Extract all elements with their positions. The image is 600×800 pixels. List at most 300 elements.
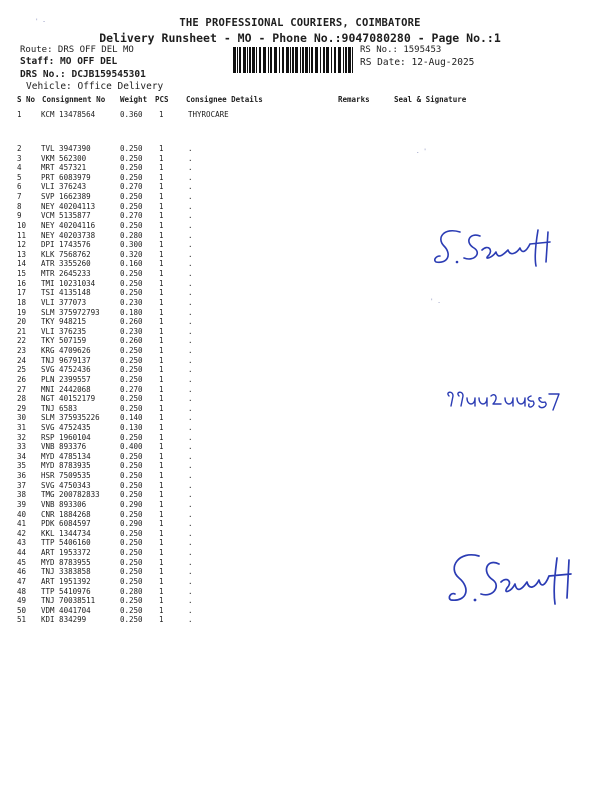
row-consignee: . xyxy=(188,519,193,529)
row-weight: 0.250 xyxy=(120,509,143,519)
row-consignment: VDM 4041704 xyxy=(41,605,91,615)
row-pcs: 1 xyxy=(159,288,164,298)
row-weight: 0.230 xyxy=(120,297,143,307)
row-consignment: VNB 893306 xyxy=(41,499,87,509)
row-weight: 0.260 xyxy=(120,317,143,327)
route-label: Route: DRS OFF DEL MO xyxy=(20,45,134,55)
row-consignment: TNJ 3383858 xyxy=(41,567,91,577)
row-sno: 15 xyxy=(17,269,27,279)
row-consignment: NEY 40203738 xyxy=(41,230,96,240)
row-consignment: CNR 1884268 xyxy=(41,509,91,519)
row-sno: 28 xyxy=(17,394,27,404)
row-sno: 24 xyxy=(17,355,27,365)
row-pcs: 1 xyxy=(159,451,164,461)
row-consignment: HSR 7509535 xyxy=(41,471,91,481)
row-consignment: SLM 375972793 xyxy=(41,307,100,317)
row-weight: 0.250 xyxy=(120,471,143,481)
row-pcs: 1 xyxy=(159,596,164,606)
vehicle-label: Vehicle: Office Delivery xyxy=(26,81,164,92)
row-consignee: . xyxy=(188,403,193,413)
row-sno: 31 xyxy=(17,422,27,432)
row-consignment: TKY 948215 xyxy=(41,317,87,327)
row-weight: 0.270 xyxy=(120,211,143,221)
table-row xyxy=(0,615,600,625)
handwritten-phone-icon xyxy=(445,388,565,416)
row-sno: 3 xyxy=(17,153,22,163)
col-header-consignment: Consignment No xyxy=(42,95,106,104)
row-sno: 13 xyxy=(17,249,27,259)
row-pcs: 1 xyxy=(159,230,164,240)
row-weight: 0.250 xyxy=(120,615,143,625)
row-consignee: . xyxy=(188,192,193,202)
runsheet-subtitle: Delivery Runsheet - MO - Phone No.:9047080280 - Page No.:1 xyxy=(99,31,501,45)
row-consignment: PDK 6084597 xyxy=(41,519,91,529)
row-weight: 0.250 xyxy=(120,220,143,230)
table-row xyxy=(0,365,600,375)
row-weight: 0.260 xyxy=(120,336,143,346)
row-pcs: 1 xyxy=(159,317,164,327)
row-sno: 36 xyxy=(17,471,27,481)
row-weight: 0.250 xyxy=(120,355,143,365)
row-consignment: TTP 5406160 xyxy=(41,538,91,548)
row-consignment: SVG 4752435 xyxy=(41,422,91,432)
row-weight: 0.250 xyxy=(120,576,143,586)
row-sno: 19 xyxy=(17,307,27,317)
table-row xyxy=(0,442,600,452)
row-sno: 42 xyxy=(17,528,27,538)
row-sno: 47 xyxy=(17,576,27,586)
row-weight: 0.270 xyxy=(120,384,143,394)
row-weight: 0.250 xyxy=(120,394,143,404)
row-consignment: TNJ 9679137 xyxy=(41,355,91,365)
row-weight: 0.250 xyxy=(120,567,143,577)
row-pcs: 1 xyxy=(159,220,164,230)
row-sno: 51 xyxy=(17,615,27,625)
row-consignee: THYROCARE xyxy=(188,110,229,119)
row-consignee: . xyxy=(188,461,193,471)
row-weight: 0.130 xyxy=(120,422,143,432)
row-sno: 11 xyxy=(17,230,27,240)
table-row xyxy=(0,481,600,491)
row-pcs: 1 xyxy=(159,548,164,558)
row-sno: 29 xyxy=(17,403,27,413)
ink-mark: ' - xyxy=(35,18,46,25)
row-weight: 0.250 xyxy=(120,461,143,471)
row-consignee: . xyxy=(188,480,193,490)
staff-label: Staff: MO OFF DEL xyxy=(20,56,118,67)
row-sno: 12 xyxy=(17,240,27,250)
row-consignment: TTP 5410976 xyxy=(41,586,91,596)
row-pcs: 1 xyxy=(159,365,164,375)
row-consignee: . xyxy=(188,211,193,221)
row-weight: 0.320 xyxy=(120,249,143,259)
row-consignee: . xyxy=(188,172,193,182)
row-consignee: . xyxy=(188,557,193,567)
table-row xyxy=(0,538,600,548)
col-header-sno: S No xyxy=(17,95,36,104)
row-pcs: 1 xyxy=(159,413,164,423)
row-sno: 7 xyxy=(17,192,22,202)
row-consignee: . xyxy=(188,509,193,519)
row-sno: 17 xyxy=(17,288,27,298)
row-consignment: VLI 377073 xyxy=(41,297,87,307)
row-sno: 9 xyxy=(17,211,22,221)
row-weight: 0.360 xyxy=(120,110,143,119)
signature-icon xyxy=(430,222,570,274)
row-consignee: . xyxy=(188,548,193,558)
row-consignment: VNB 893376 xyxy=(41,442,87,452)
row-pcs: 1 xyxy=(159,528,164,538)
table-row xyxy=(0,356,600,366)
row-sno: 33 xyxy=(17,442,27,452)
row-pcs: 1 xyxy=(159,442,164,452)
row-pcs: 1 xyxy=(159,326,164,336)
row-consignee: . xyxy=(188,249,193,259)
col-header-consignee: Consignee Details xyxy=(186,95,263,104)
row-pcs: 1 xyxy=(159,519,164,529)
table-row xyxy=(0,529,600,539)
row-consignment: VKM 562300 xyxy=(41,153,87,163)
table-row xyxy=(0,500,600,510)
row-sno: 38 xyxy=(17,490,27,500)
row-sno: 16 xyxy=(17,278,27,288)
row-weight: 0.280 xyxy=(120,230,143,240)
row-consignee: . xyxy=(188,567,193,577)
row-consignment: NEY 40204113 xyxy=(41,201,96,211)
table-row xyxy=(0,279,600,289)
row-sno: 30 xyxy=(17,413,27,423)
row-sno: 35 xyxy=(17,461,27,471)
row-consignment: NGT 40152179 xyxy=(41,394,96,404)
row-consignment: KKL 1344734 xyxy=(41,528,91,538)
row-consignee: . xyxy=(188,432,193,442)
table-row xyxy=(0,163,600,173)
row-pcs: 1 xyxy=(159,355,164,365)
row-consignment: TMI 10231034 xyxy=(41,278,96,288)
row-weight: 0.250 xyxy=(120,432,143,442)
row-consignee: . xyxy=(188,605,193,615)
row-consignee: . xyxy=(188,182,193,192)
row-pcs: 1 xyxy=(159,422,164,432)
row-pcs: 1 xyxy=(159,461,164,471)
row-consignment: ART 1951392 xyxy=(41,576,91,586)
row-pcs: 1 xyxy=(159,605,164,615)
row-consignment: SVG 4750343 xyxy=(41,480,91,490)
row-pcs: 1 xyxy=(159,211,164,221)
table-row xyxy=(0,423,600,433)
row-weight: 0.250 xyxy=(120,480,143,490)
row-weight: 0.250 xyxy=(120,288,143,298)
row-pcs: 1 xyxy=(159,249,164,259)
row-weight: 0.250 xyxy=(120,557,143,567)
col-header-weight: Weight xyxy=(120,95,148,104)
row-pcs: 1 xyxy=(159,346,164,356)
table-row xyxy=(0,182,600,192)
table-row xyxy=(0,110,600,120)
row-weight: 0.250 xyxy=(120,153,143,163)
row-consignee: . xyxy=(188,490,193,500)
table-row xyxy=(0,336,600,346)
row-pcs: 1 xyxy=(159,586,164,596)
row-pcs: 1 xyxy=(159,163,164,173)
row-consignment: VLI 376235 xyxy=(41,326,87,336)
row-pcs: 1 xyxy=(159,490,164,500)
row-pcs: 1 xyxy=(159,144,164,153)
row-weight: 0.250 xyxy=(120,490,143,500)
row-consignee: . xyxy=(188,394,193,404)
row-pcs: 1 xyxy=(159,432,164,442)
row-consignment: TSI 4135148 xyxy=(41,288,91,298)
row-pcs: 1 xyxy=(159,538,164,548)
row-pcs: 1 xyxy=(159,297,164,307)
row-weight: 0.250 xyxy=(120,374,143,384)
row-weight: 0.250 xyxy=(120,144,143,153)
row-sno: 26 xyxy=(17,374,27,384)
row-weight: 0.300 xyxy=(120,240,143,250)
row-consignee: . xyxy=(188,230,193,240)
row-consignee: . xyxy=(188,384,193,394)
row-weight: 0.250 xyxy=(120,596,143,606)
row-pcs: 1 xyxy=(159,259,164,269)
row-weight: 0.250 xyxy=(120,605,143,615)
row-consignment: PRT 6083979 xyxy=(41,172,91,182)
company-title: THE PROFESSIONAL COURIERS, COIMBATORE xyxy=(179,17,421,29)
row-consignee: . xyxy=(188,355,193,365)
row-consignment: TVL 3947390 xyxy=(41,144,91,153)
row-weight: 0.250 xyxy=(120,172,143,182)
row-consignment: ART 1953372 xyxy=(41,548,91,558)
row-pcs: 1 xyxy=(159,576,164,586)
row-consignee: . xyxy=(188,240,193,250)
row-consignment: NEY 40204116 xyxy=(41,220,96,230)
row-pcs: 1 xyxy=(159,172,164,182)
table-row xyxy=(0,490,600,500)
row-pcs: 1 xyxy=(159,182,164,192)
drs-number: DRS No.: DCJB159545301 xyxy=(20,69,146,80)
row-sno: 46 xyxy=(17,567,27,577)
row-consignee: . xyxy=(188,471,193,481)
row-consignee: . xyxy=(188,220,193,230)
row-sno: 49 xyxy=(17,596,27,606)
row-pcs: 1 xyxy=(159,307,164,317)
row-pcs: 1 xyxy=(159,499,164,509)
table-row xyxy=(0,471,600,481)
table-row xyxy=(0,510,600,520)
table-row xyxy=(0,211,600,221)
row-pcs: 1 xyxy=(159,201,164,211)
row-consignment: TNJ 70038511 xyxy=(41,596,96,606)
row-sno: 48 xyxy=(17,586,27,596)
row-sno: 22 xyxy=(17,336,27,346)
row-weight: 0.290 xyxy=(120,499,143,509)
row-weight: 0.180 xyxy=(120,307,143,317)
row-consignee: . xyxy=(188,336,193,346)
row-consignee: . xyxy=(188,413,193,423)
table-row xyxy=(0,346,600,356)
row-sno: 39 xyxy=(17,499,27,509)
row-weight: 0.250 xyxy=(120,403,143,413)
row-pcs: 1 xyxy=(159,384,164,394)
row-pcs: 1 xyxy=(159,480,164,490)
row-sno: 27 xyxy=(17,384,27,394)
row-consignee: . xyxy=(188,596,193,606)
row-pcs: 1 xyxy=(159,192,164,202)
row-pcs: 1 xyxy=(159,567,164,577)
row-weight: 0.250 xyxy=(120,192,143,202)
row-consignee: . xyxy=(188,615,193,625)
row-pcs: 1 xyxy=(159,403,164,413)
row-consignment: MTR 2645233 xyxy=(41,269,91,279)
row-sno: 18 xyxy=(17,297,27,307)
row-weight: 0.250 xyxy=(120,346,143,356)
handwritten-phone xyxy=(450,404,451,405)
table-row xyxy=(0,452,600,462)
row-consignee: . xyxy=(188,297,193,307)
row-consignee: . xyxy=(188,288,193,298)
row-sno: 8 xyxy=(17,201,22,211)
row-weight: 0.250 xyxy=(120,528,143,538)
row-sno: 34 xyxy=(17,451,27,461)
col-header-seal: Seal & Signature xyxy=(394,95,467,104)
table-row xyxy=(0,154,600,164)
row-sno: 4 xyxy=(17,163,22,173)
row-consignee: . xyxy=(188,326,193,336)
signature-icon xyxy=(445,548,585,612)
row-sno: 41 xyxy=(17,519,27,529)
row-consignment: SVG 4752436 xyxy=(41,365,91,375)
row-sno: 25 xyxy=(17,365,27,375)
row-weight: 0.250 xyxy=(120,548,143,558)
row-consignee: . xyxy=(188,499,193,509)
row-pcs: 1 xyxy=(159,471,164,481)
row-consignment: TKY 507159 xyxy=(41,336,87,346)
row-consignment: VCM 5135877 xyxy=(41,211,91,221)
row-sno: 37 xyxy=(17,480,27,490)
row-consignee: . xyxy=(188,269,193,279)
col-header-remarks: Remarks xyxy=(338,95,370,104)
row-consignee: . xyxy=(188,346,193,356)
table-row xyxy=(0,192,600,202)
row-weight: 0.160 xyxy=(120,259,143,269)
row-weight: 0.280 xyxy=(120,586,143,596)
signature-text xyxy=(436,262,437,263)
row-weight: 0.250 xyxy=(120,538,143,548)
row-weight: 0.270 xyxy=(120,182,143,192)
row-consignee: . xyxy=(188,201,193,211)
row-consignment: ATR 3355260 xyxy=(41,259,91,269)
table-row xyxy=(0,327,600,337)
row-consignee: . xyxy=(188,374,193,384)
row-consignment: DPI 1743576 xyxy=(41,240,91,250)
row-sno: 5 xyxy=(17,172,22,182)
row-consignment: MYD 4785134 xyxy=(41,451,91,461)
row-consignment: MYD 8783935 xyxy=(41,461,91,471)
row-sno: 2 xyxy=(17,144,22,153)
row-consignee: . xyxy=(188,163,193,173)
row-consignment: KDI 834299 xyxy=(41,615,87,625)
row-weight: 0.400 xyxy=(120,442,143,452)
row-sno: 45 xyxy=(17,557,27,567)
row-sno: 10 xyxy=(17,220,27,230)
row-consignment: TMG 200782833 xyxy=(41,490,100,500)
row-pcs: 1 xyxy=(159,374,164,384)
row-consignee: . xyxy=(188,144,193,153)
row-consignee: . xyxy=(188,576,193,586)
row-weight: 0.250 xyxy=(120,269,143,279)
rs-date: RS Date: 12-Aug-2025 xyxy=(360,57,475,68)
row-sno: 14 xyxy=(17,259,27,269)
row-weight: 0.250 xyxy=(120,201,143,211)
row-pcs: 1 xyxy=(159,278,164,288)
row-sno: 40 xyxy=(17,509,27,519)
row-weight: 0.290 xyxy=(120,519,143,529)
row-pcs: 1 xyxy=(159,394,164,404)
row-consignee: . xyxy=(188,365,193,375)
row-weight: 0.140 xyxy=(120,413,143,423)
row-consignment: MNI 2442068 xyxy=(41,384,91,394)
row-weight: 0.230 xyxy=(120,326,143,336)
row-pcs: 1 xyxy=(159,336,164,346)
table-row xyxy=(0,317,600,327)
row-consignee: . xyxy=(188,259,193,269)
row-weight: 0.250 xyxy=(120,278,143,288)
row-consignee: . xyxy=(188,538,193,548)
table-row xyxy=(0,298,600,308)
row-sno: 43 xyxy=(17,538,27,548)
barcode-icon xyxy=(233,47,357,73)
table-row xyxy=(0,288,600,298)
row-consignee: . xyxy=(188,451,193,461)
table-row xyxy=(0,461,600,471)
ink-mark: . ' xyxy=(416,148,427,155)
table-row xyxy=(0,308,600,318)
row-consignment: KLK 7568762 xyxy=(41,249,91,259)
row-pcs: 1 xyxy=(159,557,164,567)
ink-mark: ' . xyxy=(430,298,441,305)
row-pcs: 1 xyxy=(159,509,164,519)
table-row xyxy=(0,144,600,154)
row-sno: 20 xyxy=(17,317,27,327)
row-consignee: . xyxy=(188,528,193,538)
row-consignee: . xyxy=(188,317,193,327)
row-sno: 32 xyxy=(17,432,27,442)
row-consignee: . xyxy=(188,153,193,163)
row-consignee: . xyxy=(188,307,193,317)
table-row xyxy=(0,173,600,183)
row-sno: 50 xyxy=(17,605,27,615)
row-sno: 23 xyxy=(17,346,27,356)
row-pcs: 1 xyxy=(159,240,164,250)
row-sno: 6 xyxy=(17,182,22,192)
row-consignment: MRT 457321 xyxy=(41,163,87,173)
table-row xyxy=(0,202,600,212)
col-header-pcs: PCS xyxy=(155,95,169,104)
row-pcs: 1 xyxy=(159,269,164,279)
table-row xyxy=(0,519,600,529)
rs-number: RS No.: 1595453 xyxy=(360,45,442,55)
row-consignment: PLN 2399557 xyxy=(41,374,91,384)
row-weight: 0.250 xyxy=(120,365,143,375)
row-pcs: 1 xyxy=(159,110,164,119)
row-sno: 44 xyxy=(17,548,27,558)
row-consignment: TNJ 6583 xyxy=(41,403,78,413)
row-consignee: . xyxy=(188,422,193,432)
table-row xyxy=(0,433,600,443)
table-row xyxy=(0,375,600,385)
row-consignment: SLM 375935226 xyxy=(41,413,100,423)
row-sno: 1 xyxy=(17,110,22,119)
row-weight: 0.250 xyxy=(120,163,143,173)
